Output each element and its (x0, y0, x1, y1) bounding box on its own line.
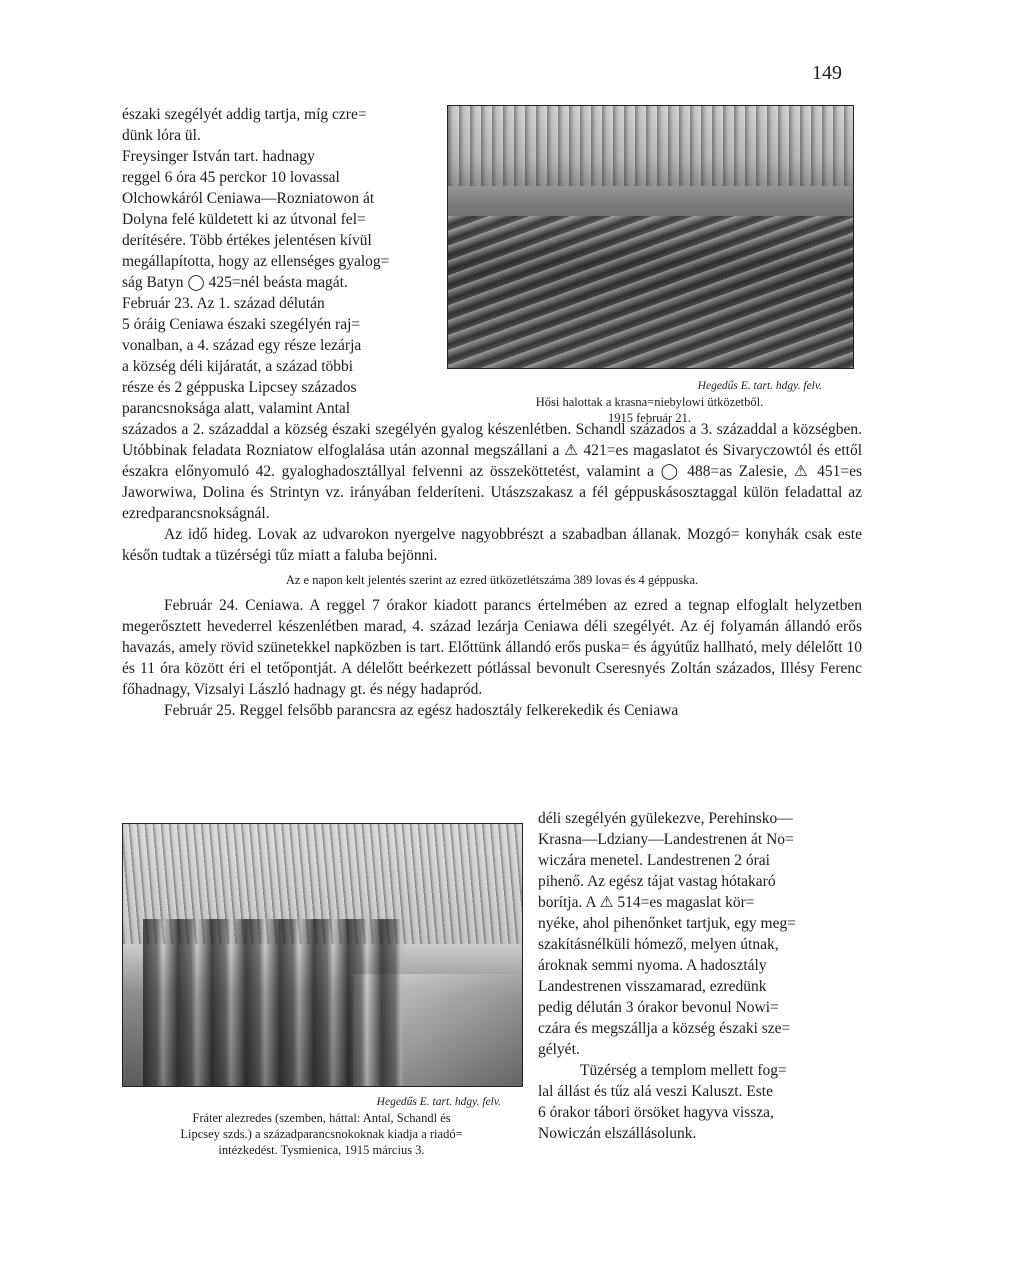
text-line: vonalban, a 4. század egy része lezárja (122, 337, 362, 354)
photo2-caption (122, 1094, 521, 1158)
note: Az e napon kelt jelentés szerint az ezred ütközetlétszáma 389 lovas és 4 géppuska. (285, 573, 699, 587)
text-line: lal állást és tűz alá veszi Kaluszt. Este (538, 1083, 773, 1100)
text-line: a község déli kijáratát, a század többi (122, 358, 354, 375)
text-line: Február 23. Az 1. század délután (122, 295, 325, 312)
text-line: pihenő. Az egész tájat vastag hótakaró (538, 873, 776, 890)
paragraph-feb25: Február 25. Reggel felsőbb parancsra az egész hadosztály felkerekedik és Ceniawa (164, 702, 679, 719)
photo-colonel-orders (122, 823, 523, 1087)
photo-fallen-soldiers (447, 105, 854, 369)
text-line: derítésére. Több értékes jelentésen kívül (122, 232, 372, 249)
text-line: Tüzérség a templom mellett fog= (580, 1062, 787, 1079)
photo-credit: Hegedűs E. tart. hdgy. felv. (697, 380, 822, 392)
text-line: reggel 6 óra 45 perckor 10 lovassal (122, 169, 340, 186)
top-left-column (122, 104, 442, 419)
caption-line: 1915 február 21. (608, 411, 691, 425)
text-line: gélyét. (538, 1041, 580, 1058)
text-line: dünk lóra ül. (122, 127, 201, 144)
paragraph-feb24: Február 24. Ceniawa. A reggel 7 órakor kiadott parancs értelmében az ezred a tegnap elfoglalt helyzetben megerősztett hevederrel készenlétben marad, 4. század lezárja Ceniawa déli szegélyét. Az éj folyamán állandó erős havazás, amely rövid szünetekkel napközben is tart. Előttünk állandó erős puska= és ágyútűz hallható, mely délelőtt 10 és 11 óra között éri el tetőpontját. A délelőtt beérkezett pótlással bevonult Cseresnyés Zoltán százados, Illésy Ferenc főhadnagy, Vizsalyi László hadnagy gt. és négy hadapród. (122, 597, 862, 698)
text-line: Olchowkáról Ceniawa—Rozniatowon át (122, 190, 375, 207)
text-line: pedig délután 3 órakor bevonul Nowi= (538, 999, 779, 1016)
text-line: parancsnoksága alatt, valamint Antal (122, 400, 351, 417)
caption-line: Lipcsey szds.) a századparancsnokoknak kiadja a riadó= (180, 1127, 463, 1141)
page-number: 149 (812, 62, 842, 84)
text-line: wiczára menetel. Landestrenen 2 órai (538, 852, 770, 869)
paragraph: százados a 2. századdal a község északi szegélyén gyalog készenlétben. Schandl százados a 3. századdal a községben. Utóbbinak feladata Rozniatow elfoglalása után azonnal megszállani a ⚠ 421=es magaslatot és Sivaryczowtól és ettől északra előnyomuló 42. gyaloghadosztállyal felvenni az összeköttetést, valamint a ◯ 488=as Zalesie, ⚠ 451=es Jaworwiwa, Dolina és Strintyn vz. irányában felderíteni. Utászszakasz a fél géppuskásosztaggal külön feladattal az ezredparancsnokságnál. (122, 421, 862, 522)
caption-line: intézkedést. Tysmienica, 1915 március 3. (218, 1143, 425, 1157)
text-line: Freysinger István tart. hadnagy (122, 148, 315, 165)
text-line: nyéke, ahol pihenőnket tartjuk, egy meg= (538, 915, 796, 932)
photo-trees (448, 106, 853, 186)
photo-rows (448, 216, 853, 368)
text-line: része és 2 géppuska Lipcsey százados (122, 379, 357, 396)
text-line: Landestrenen visszamarad, ezredünk (538, 978, 767, 995)
text-line: Nowiczán elszállásolunk. (538, 1125, 697, 1142)
photo-people (143, 919, 403, 1086)
text-line: Krasna—Ldziany—Landestrenen át No= (538, 831, 794, 848)
caption-line: Hősi halottak a krasna=niebylowi ütközetből. (535, 395, 764, 409)
right-column (538, 808, 863, 1144)
text-line: czára és megszállja a község északi sze= (538, 1020, 791, 1037)
text-line: déli szegélyén gyülekezve, Perehinsko— (538, 810, 793, 827)
text-line: 6 órakor tábori örsöket hagyva vissza, (538, 1104, 774, 1121)
text-line: 5 óráig Ceniawa északi szegélyén raj= (122, 316, 361, 333)
caption-line: Fráter alezredes (szemben, háttal: Antal, Schandl és (192, 1111, 451, 1125)
text-line: északi szegélyét addig tartja, míg czre= (122, 106, 367, 123)
text-line: ság Batyn ◯ 425=nél beásta magát. (122, 274, 348, 291)
text-line: borítja. A ⚠ 514=es magaslat kör= (538, 894, 755, 911)
text-line: Dolyna felé küldetett ki az útvonal fel= (122, 211, 366, 228)
text-line: ároknak semmi nyoma. A hadosztály (538, 957, 767, 974)
text-line: megállapította, hogy az ellenséges gyalog= (122, 253, 390, 270)
text-line: szakításnélküli hómező, melyen útnak, (538, 936, 779, 953)
paragraph: Az idő hideg. Lovak az udvarokon nyergelve nagyobbrészt a szabadban állanak. Mozgó= konyhák csak este későn tudtak a tüzérségi tűz miatt a faluba bejönni. (122, 526, 862, 564)
main-text (122, 419, 862, 721)
photo-credit: Hegedűs E. tart. hdgy. felv. (376, 1096, 501, 1108)
